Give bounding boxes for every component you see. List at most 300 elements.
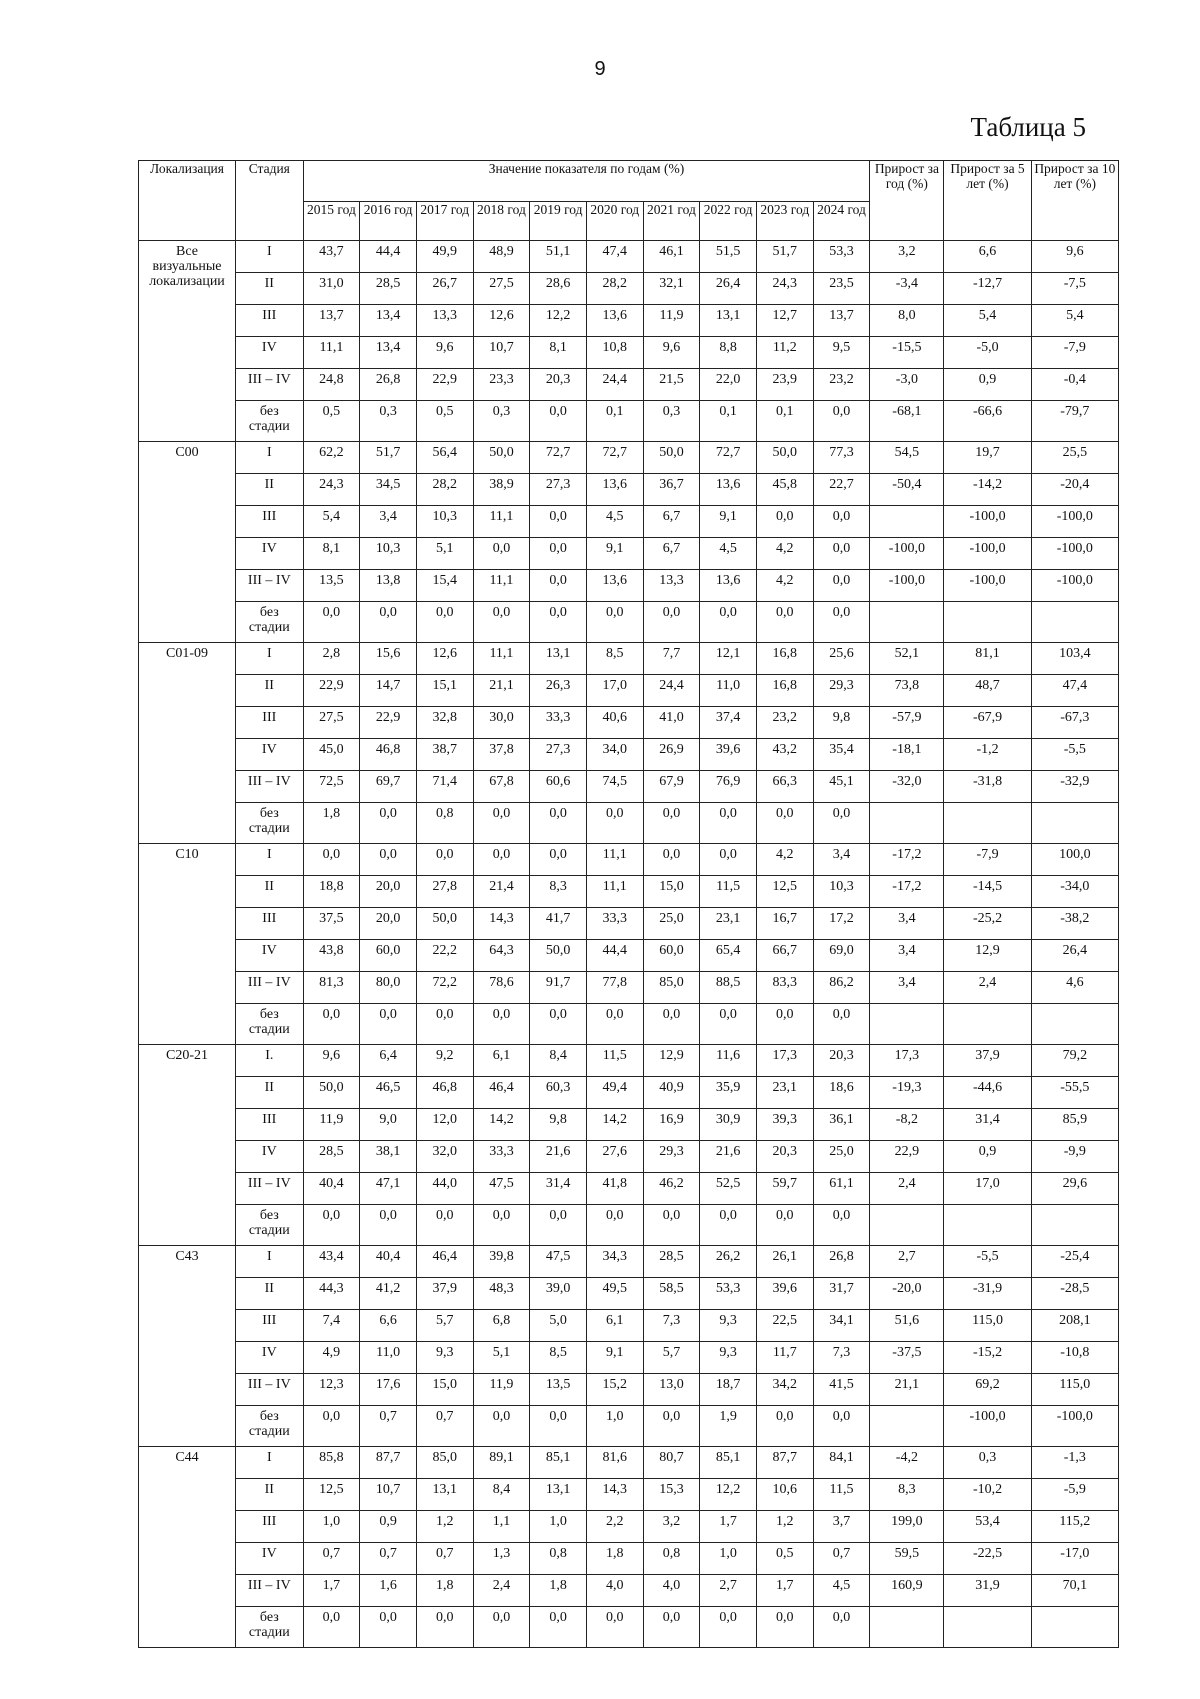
value-cell: 46,1 [643, 241, 700, 273]
value-cell: 27,8 [416, 876, 473, 908]
growth-cell: -7,9 [944, 844, 1031, 876]
value-cell: 67,9 [643, 771, 700, 803]
growth-cell: 22,9 [870, 1141, 944, 1173]
growth-cell: 51,6 [870, 1310, 944, 1342]
value-cell: 15,2 [586, 1374, 643, 1406]
table-caption: Таблица 5 [970, 112, 1086, 142]
growth-cell: -15,2 [944, 1342, 1031, 1374]
value-cell: 32,8 [416, 707, 473, 739]
growth-cell: -100,0 [1031, 1406, 1118, 1447]
value-cell: 80,7 [643, 1447, 700, 1479]
growth-cell: 5,4 [1031, 305, 1118, 337]
value-cell: 41,5 [813, 1374, 870, 1406]
value-cell: 20,0 [360, 908, 417, 940]
value-cell: 22,2 [416, 940, 473, 972]
value-cell: 10,3 [360, 538, 417, 570]
growth-cell: 59,5 [870, 1543, 944, 1575]
value-cell: 40,6 [586, 707, 643, 739]
table-row [139, 1310, 1119, 1342]
value-cell: 4,2 [756, 570, 813, 602]
value-cell: 0,0 [530, 1004, 587, 1045]
value-cell: 48,3 [473, 1278, 530, 1310]
value-cell: 43,4 [303, 1246, 360, 1278]
stage-cell: III – IV [236, 1575, 304, 1607]
table-row [139, 337, 1119, 369]
value-cell: 52,5 [700, 1173, 757, 1205]
stage-cell: I [236, 241, 304, 273]
value-cell: 11,1 [473, 570, 530, 602]
value-cell: 33,3 [473, 1141, 530, 1173]
value-cell: 13,3 [643, 570, 700, 602]
value-cell: 0,0 [303, 844, 360, 876]
table-row [139, 1607, 1119, 1648]
value-cell: 69,7 [360, 771, 417, 803]
table-row [139, 602, 1119, 643]
value-cell: 0,7 [416, 1406, 473, 1447]
growth-cell: -3,0 [870, 369, 944, 401]
value-cell: 9,6 [303, 1045, 360, 1077]
value-cell: 27,5 [473, 273, 530, 305]
growth-cell: -100,0 [944, 506, 1031, 538]
value-cell: 0,0 [643, 1607, 700, 1648]
header-year: 2022 год [700, 202, 757, 241]
value-cell: 0,0 [473, 844, 530, 876]
value-cell: 0,5 [756, 1543, 813, 1575]
growth-cell: -14,5 [944, 876, 1031, 908]
growth-cell: 3,2 [870, 241, 944, 273]
value-cell: 0,7 [360, 1543, 417, 1575]
value-cell: 8,3 [530, 876, 587, 908]
value-cell: 29,3 [643, 1141, 700, 1173]
table-row [139, 273, 1119, 305]
table-row [139, 1447, 1119, 1479]
value-cell: 0,0 [473, 1205, 530, 1246]
value-cell: 1,0 [586, 1406, 643, 1447]
value-cell: 32,1 [643, 273, 700, 305]
header-year: 2021 год [643, 202, 700, 241]
value-cell: 9,1 [700, 506, 757, 538]
growth-cell: 2,7 [870, 1246, 944, 1278]
value-cell: 5,7 [643, 1342, 700, 1374]
value-cell: 0,0 [303, 1406, 360, 1447]
value-cell: 2,4 [473, 1575, 530, 1607]
stage-cell: III – IV [236, 1374, 304, 1406]
growth-cell: -67,3 [1031, 707, 1118, 739]
value-cell: 38,7 [416, 739, 473, 771]
growth-cell: 100,0 [1031, 844, 1118, 876]
value-cell: 7,7 [643, 643, 700, 675]
value-cell: 37,5 [303, 908, 360, 940]
value-cell: 17,0 [586, 675, 643, 707]
growth-cell: 0,3 [944, 1447, 1031, 1479]
value-cell: 13,1 [416, 1479, 473, 1511]
value-cell: 0,0 [756, 602, 813, 643]
growth-cell: -100,0 [944, 570, 1031, 602]
value-cell: 17,6 [360, 1374, 417, 1406]
value-cell: 31,0 [303, 273, 360, 305]
growth-cell: -18,1 [870, 739, 944, 771]
value-cell: 11,9 [473, 1374, 530, 1406]
value-cell: 36,7 [643, 474, 700, 506]
value-cell: 0,0 [530, 1607, 587, 1648]
growth-cell: -25,2 [944, 908, 1031, 940]
value-cell: 9,1 [586, 538, 643, 570]
growth-cell [1031, 1004, 1118, 1045]
value-cell: 39,6 [700, 739, 757, 771]
value-cell: 0,0 [303, 1004, 360, 1045]
value-cell: 8,4 [473, 1479, 530, 1511]
value-cell: 86,2 [813, 972, 870, 1004]
value-cell: 15,4 [416, 570, 473, 602]
value-cell: 8,8 [700, 337, 757, 369]
value-cell: 43,7 [303, 241, 360, 273]
table-row [139, 369, 1119, 401]
value-cell: 44,4 [360, 241, 417, 273]
value-cell: 45,8 [756, 474, 813, 506]
value-cell: 15,6 [360, 643, 417, 675]
growth-cell: -19,3 [870, 1077, 944, 1109]
value-cell: 91,7 [530, 972, 587, 1004]
value-cell: 13,6 [700, 570, 757, 602]
value-cell: 10,3 [416, 506, 473, 538]
value-cell: 47,5 [530, 1246, 587, 1278]
value-cell: 11,5 [813, 1479, 870, 1511]
value-cell: 11,1 [586, 844, 643, 876]
value-cell: 72,7 [586, 442, 643, 474]
growth-cell: 103,4 [1031, 643, 1118, 675]
value-cell: 34,1 [813, 1310, 870, 1342]
value-cell: 0,7 [813, 1543, 870, 1575]
value-cell: 58,5 [643, 1278, 700, 1310]
value-cell: 0,0 [700, 803, 757, 844]
value-cell: 5,1 [416, 538, 473, 570]
value-cell: 0,0 [530, 401, 587, 442]
growth-cell: 85,9 [1031, 1109, 1118, 1141]
value-cell: 24,8 [303, 369, 360, 401]
stage-cell: IV [236, 538, 304, 570]
value-cell: 0,0 [643, 803, 700, 844]
growth-cell: 17,0 [944, 1173, 1031, 1205]
value-cell: 72,5 [303, 771, 360, 803]
value-cell: 30,9 [700, 1109, 757, 1141]
value-cell: 0,0 [530, 1205, 587, 1246]
header-year: 2017 год [416, 202, 473, 241]
growth-cell [870, 1607, 944, 1648]
growth-cell: 81,1 [944, 643, 1031, 675]
growth-cell [944, 1205, 1031, 1246]
header-year: 2015 год [303, 202, 360, 241]
growth-cell: 21,1 [870, 1374, 944, 1406]
table-row [139, 401, 1119, 442]
value-cell: 11,9 [643, 305, 700, 337]
value-cell: 67,8 [473, 771, 530, 803]
value-cell: 14,7 [360, 675, 417, 707]
value-cell: 14,3 [586, 1479, 643, 1511]
growth-cell: -68,1 [870, 401, 944, 442]
value-cell: 12,0 [416, 1109, 473, 1141]
value-cell: 51,7 [756, 241, 813, 273]
table-row [139, 1045, 1119, 1077]
value-cell: 13,6 [700, 474, 757, 506]
value-cell: 21,4 [473, 876, 530, 908]
growth-cell [1031, 1205, 1118, 1246]
value-cell: 0,0 [813, 401, 870, 442]
value-cell: 22,5 [756, 1310, 813, 1342]
value-cell: 23,1 [756, 1077, 813, 1109]
value-cell: 37,4 [700, 707, 757, 739]
growth-cell: 37,9 [944, 1045, 1031, 1077]
stage-cell: III – IV [236, 369, 304, 401]
value-cell: 8,5 [530, 1342, 587, 1374]
growth-cell: 31,4 [944, 1109, 1031, 1141]
value-cell: 0,0 [473, 1406, 530, 1447]
value-cell: 11,0 [700, 675, 757, 707]
growth-cell [870, 1004, 944, 1045]
stage-cell: I [236, 1447, 304, 1479]
value-cell: 12,2 [700, 1479, 757, 1511]
growth-cell: 70,1 [1031, 1575, 1118, 1607]
stage-cell: II [236, 675, 304, 707]
value-cell: 23,2 [813, 369, 870, 401]
value-cell: 47,4 [586, 241, 643, 273]
localization-cell: С00 [139, 442, 236, 643]
stage-cell: I [236, 643, 304, 675]
value-cell: 23,1 [700, 908, 757, 940]
table-row [139, 739, 1119, 771]
localization-cell: С43 [139, 1246, 236, 1447]
value-cell: 4,5 [700, 538, 757, 570]
table-row [139, 442, 1119, 474]
value-cell: 4,5 [813, 1575, 870, 1607]
growth-cell: -20,4 [1031, 474, 1118, 506]
value-cell: 3,4 [813, 844, 870, 876]
value-cell: 27,6 [586, 1141, 643, 1173]
table-row [139, 1173, 1119, 1205]
value-cell: 85,0 [416, 1447, 473, 1479]
value-cell: 23,9 [756, 369, 813, 401]
value-cell: 9,6 [416, 337, 473, 369]
value-cell: 72,7 [530, 442, 587, 474]
growth-cell: -5,0 [944, 337, 1031, 369]
value-cell: 1,7 [700, 1511, 757, 1543]
value-cell: 53,3 [813, 241, 870, 273]
value-cell: 13,6 [586, 474, 643, 506]
value-cell: 21,6 [700, 1141, 757, 1173]
stage-cell: III [236, 1310, 304, 1342]
value-cell: 0,0 [473, 602, 530, 643]
value-cell: 46,2 [643, 1173, 700, 1205]
value-cell: 13,7 [303, 305, 360, 337]
header-year: 2016 год [360, 202, 417, 241]
table-row [139, 1109, 1119, 1141]
stage-cell: IV [236, 1543, 304, 1575]
growth-cell [870, 602, 944, 643]
value-cell: 72,7 [700, 442, 757, 474]
value-cell: 14,2 [586, 1109, 643, 1141]
value-cell: 31,7 [813, 1278, 870, 1310]
value-cell: 20,0 [360, 876, 417, 908]
value-cell: 12,1 [700, 643, 757, 675]
value-cell: 50,0 [643, 442, 700, 474]
value-cell: 11,1 [473, 506, 530, 538]
value-cell: 85,8 [303, 1447, 360, 1479]
growth-cell [944, 602, 1031, 643]
value-cell: 5,7 [416, 1310, 473, 1342]
growth-cell: 6,6 [944, 241, 1031, 273]
value-cell: 12,5 [303, 1479, 360, 1511]
value-cell: 15,1 [416, 675, 473, 707]
value-cell: 0,0 [643, 602, 700, 643]
value-cell: 27,3 [530, 474, 587, 506]
growth-cell: 9,6 [1031, 241, 1118, 273]
value-cell: 1,7 [756, 1575, 813, 1607]
table-row [139, 803, 1119, 844]
value-cell: 11,1 [586, 876, 643, 908]
table-row [139, 1004, 1119, 1045]
value-cell: 0,0 [643, 1205, 700, 1246]
value-cell: 46,4 [416, 1246, 473, 1278]
growth-cell: -25,4 [1031, 1246, 1118, 1278]
growth-cell: 12,9 [944, 940, 1031, 972]
value-cell: 85,0 [643, 972, 700, 1004]
value-cell: 0,0 [530, 1406, 587, 1447]
value-cell: 74,5 [586, 771, 643, 803]
value-cell: 60,6 [530, 771, 587, 803]
value-cell: 0,3 [643, 401, 700, 442]
value-cell: 0,0 [813, 803, 870, 844]
stage-cell: без стадии [236, 401, 304, 442]
growth-cell: -31,9 [944, 1278, 1031, 1310]
value-cell: 0,7 [360, 1406, 417, 1447]
growth-cell: -10,2 [944, 1479, 1031, 1511]
header-year: 2020 год [586, 202, 643, 241]
value-cell: 20,3 [530, 369, 587, 401]
growth-cell [1031, 803, 1118, 844]
stage-cell: II [236, 1479, 304, 1511]
value-cell: 0,0 [586, 1004, 643, 1045]
growth-cell: -1,2 [944, 739, 1031, 771]
growth-cell: -50,4 [870, 474, 944, 506]
growth-cell: 52,1 [870, 643, 944, 675]
table-row [139, 241, 1119, 273]
value-cell: 51,7 [360, 442, 417, 474]
value-cell: 32,0 [416, 1141, 473, 1173]
value-cell: 16,7 [756, 908, 813, 940]
growth-cell: 54,5 [870, 442, 944, 474]
table-row [139, 474, 1119, 506]
value-cell: 1,2 [756, 1511, 813, 1543]
value-cell: 13,4 [360, 337, 417, 369]
value-cell: 12,6 [473, 305, 530, 337]
value-cell: 28,2 [586, 273, 643, 305]
value-cell: 13,4 [360, 305, 417, 337]
growth-cell: 26,4 [1031, 940, 1118, 972]
value-cell: 65,4 [700, 940, 757, 972]
value-cell: 0,0 [360, 1004, 417, 1045]
value-cell: 0,0 [813, 1004, 870, 1045]
growth-cell: 160,9 [870, 1575, 944, 1607]
header-localization: Локализация [139, 161, 236, 241]
value-cell: 29,3 [813, 675, 870, 707]
value-cell: 0,0 [360, 844, 417, 876]
value-cell: 37,8 [473, 739, 530, 771]
value-cell: 0,0 [643, 1004, 700, 1045]
value-cell: 50,0 [416, 908, 473, 940]
value-cell: 51,1 [530, 241, 587, 273]
stage-cell: III – IV [236, 771, 304, 803]
growth-cell: -100,0 [870, 570, 944, 602]
table-row [139, 1205, 1119, 1246]
growth-cell: -1,3 [1031, 1447, 1118, 1479]
value-cell: 12,3 [303, 1374, 360, 1406]
value-cell: 1,0 [303, 1511, 360, 1543]
value-cell: 0,0 [303, 602, 360, 643]
value-cell: 0,0 [813, 506, 870, 538]
table-row [139, 1246, 1119, 1278]
table-row [139, 1278, 1119, 1310]
value-cell: 28,5 [643, 1246, 700, 1278]
value-cell: 46,8 [416, 1077, 473, 1109]
value-cell: 26,3 [530, 675, 587, 707]
value-cell: 40,4 [360, 1246, 417, 1278]
value-cell: 1,0 [530, 1511, 587, 1543]
value-cell: 39,3 [756, 1109, 813, 1141]
value-cell: 8,4 [530, 1045, 587, 1077]
value-cell: 43,2 [756, 739, 813, 771]
value-cell: 39,8 [473, 1246, 530, 1278]
value-cell: 6,1 [586, 1310, 643, 1342]
value-cell: 24,3 [756, 273, 813, 305]
value-cell: 0,0 [416, 602, 473, 643]
value-cell: 0,0 [756, 1406, 813, 1447]
value-cell: 4,5 [586, 506, 643, 538]
value-cell: 9,2 [416, 1045, 473, 1077]
value-cell: 0,3 [360, 401, 417, 442]
stage-cell: III – IV [236, 972, 304, 1004]
growth-cell: -79,7 [1031, 401, 1118, 442]
growth-cell [1031, 1607, 1118, 1648]
value-cell: 11,0 [360, 1342, 417, 1374]
stage-cell: IV [236, 739, 304, 771]
growth-cell: -0,4 [1031, 369, 1118, 401]
value-cell: 0,0 [756, 803, 813, 844]
header-growth-10-years: Прирост за 10 лет (%) [1031, 161, 1118, 241]
value-cell: 0,0 [303, 1607, 360, 1648]
value-cell: 0,0 [813, 570, 870, 602]
value-cell: 16,8 [756, 675, 813, 707]
value-cell: 14,2 [473, 1109, 530, 1141]
value-cell: 23,5 [813, 273, 870, 305]
growth-cell: -5,5 [1031, 739, 1118, 771]
growth-cell: 199,0 [870, 1511, 944, 1543]
table-row [139, 305, 1119, 337]
value-cell: 0,0 [360, 1205, 417, 1246]
value-cell: 62,2 [303, 442, 360, 474]
growth-cell [1031, 602, 1118, 643]
value-cell: 0,0 [360, 602, 417, 643]
localization-cell: Все визуальные локализации [139, 241, 236, 442]
stage-cell: без стадии [236, 1406, 304, 1447]
value-cell: 6,1 [473, 1045, 530, 1077]
value-cell: 8,5 [586, 643, 643, 675]
value-cell: 84,1 [813, 1447, 870, 1479]
table-row [139, 570, 1119, 602]
value-cell: 5,1 [473, 1342, 530, 1374]
growth-cell: 115,0 [1031, 1374, 1118, 1406]
value-cell: 49,4 [586, 1077, 643, 1109]
growth-cell: 2,4 [944, 972, 1031, 1004]
value-cell: 0,0 [360, 803, 417, 844]
